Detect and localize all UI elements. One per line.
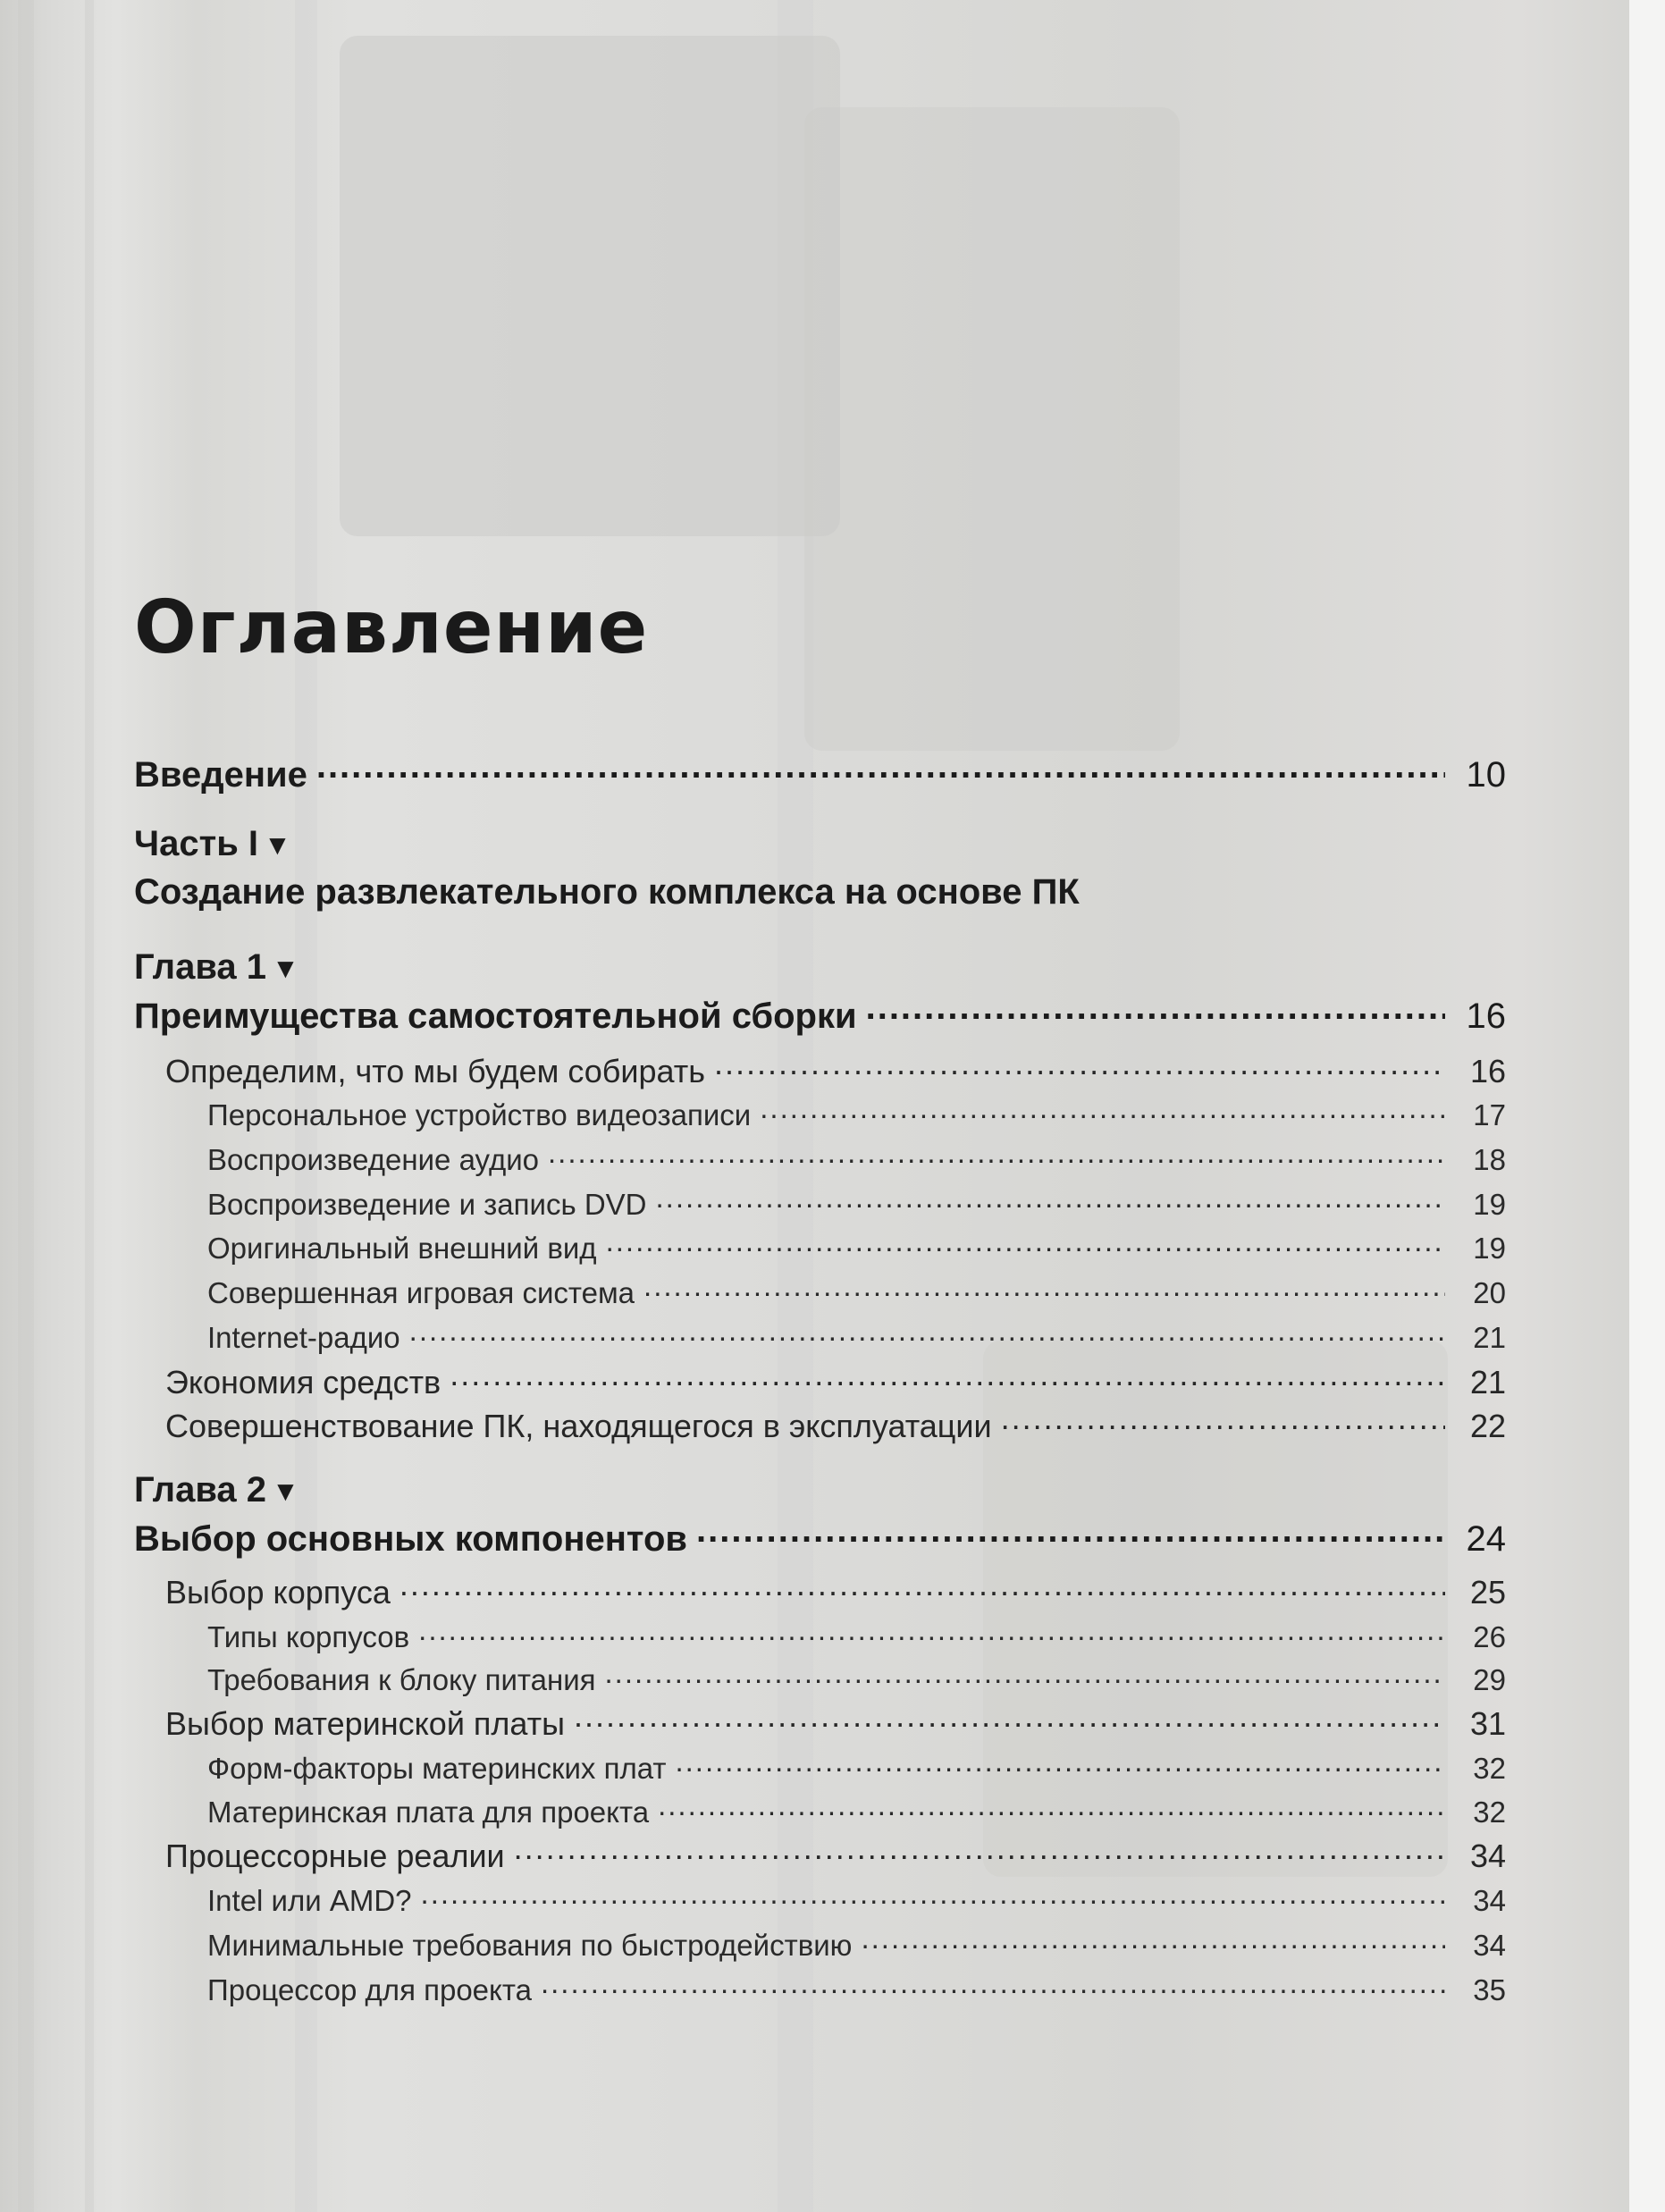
scan-blotch: [804, 107, 1180, 751]
toc-page-number: 16: [1466, 997, 1506, 1036]
dot-leader: [675, 1749, 1445, 1779]
toc-page-number: 18: [1473, 1143, 1506, 1176]
chapter-label: Глава 2: [134, 1470, 267, 1510]
toc-entry-label: Минимальные требования по быстродействию: [207, 1929, 853, 1962]
dot-leader: [866, 992, 1445, 1028]
toc-page-number: 17: [1473, 1098, 1506, 1131]
toc-subsection[interactable]: [207, 1140, 1506, 1177]
toc-subsection[interactable]: [207, 1318, 1506, 1355]
chapter-heading-1: [134, 947, 299, 988]
toc-section[interactable]: [165, 1050, 1506, 1090]
toc-entry-label: Введение: [134, 755, 307, 795]
dot-leader: [1001, 1405, 1445, 1437]
toc-page-number: 29: [1473, 1663, 1506, 1696]
part-label: Часть I: [134, 824, 259, 863]
toc-subsection[interactable]: [207, 1229, 1506, 1266]
toc-entry-label: Преимущества самостоятельной сборки: [134, 997, 857, 1036]
toc-page-number: 24: [1466, 1519, 1506, 1559]
scan-blotch: [340, 36, 840, 536]
toc-subsection[interactable]: [207, 1749, 1506, 1786]
toc-page-number: 34: [1473, 1884, 1506, 1917]
toc-entry-label: Выбор корпуса: [165, 1574, 391, 1611]
triangle-down-icon: ▼: [272, 1476, 299, 1507]
dot-leader: [656, 1185, 1445, 1215]
toc-page-number: 19: [1473, 1232, 1506, 1265]
toc-chapter-2[interactable]: [134, 1515, 1506, 1560]
triangle-down-icon: ▼: [272, 953, 299, 984]
toc-subsection[interactable]: [207, 1096, 1506, 1132]
toc-entry-label: Совершенствование ПК, находящегося в эксплуатации: [165, 1408, 992, 1444]
part-title: Создание развлекательного комплекса на основе ПК: [134, 872, 1080, 912]
toc-page-number: 32: [1473, 1796, 1506, 1829]
dot-leader: [418, 1618, 1445, 1647]
toc-page-number: 34: [1473, 1929, 1506, 1962]
toc-section[interactable]: [165, 1703, 1506, 1743]
dot-leader: [450, 1361, 1445, 1393]
part-heading: [134, 824, 291, 864]
toc-entry-label: Экономия средств: [165, 1364, 441, 1400]
toc-page-number: 20: [1473, 1276, 1506, 1309]
dot-leader: [421, 1881, 1445, 1911]
toc-entry-label: Выбор материнской платы: [165, 1705, 566, 1742]
toc-entry-label: Воспроизведение и запись DVD: [207, 1188, 647, 1221]
scan-streak: [18, 0, 34, 2212]
toc-subsection[interactable]: [207, 1793, 1506, 1829]
toc-entry-label: Процессор для проекта: [207, 1973, 532, 2006]
toc-page-number: 22: [1469, 1408, 1506, 1444]
dot-leader: [606, 1229, 1445, 1258]
toc-section[interactable]: [165, 1361, 1506, 1401]
toc-subsection[interactable]: [207, 1971, 1506, 2007]
toc-entry-label: Internet-радио: [207, 1321, 400, 1354]
dot-leader: [643, 1274, 1445, 1303]
dot-leader: [316, 751, 1445, 786]
toc-entry-label: Процессорные реалии: [165, 1838, 505, 1874]
dot-leader: [514, 1835, 1445, 1867]
toc-entry-label: Intel или AMD?: [207, 1884, 412, 1917]
page-title: Оглавление: [134, 585, 649, 670]
chapter-heading-2: [134, 1470, 299, 1510]
toc-entry-label: Типы корпусов: [207, 1620, 410, 1653]
page-edge: [1629, 0, 1665, 2212]
chapter-label: Глава 1: [134, 947, 267, 987]
toc-page-number: 19: [1473, 1188, 1506, 1221]
toc-page-number: 21: [1473, 1321, 1506, 1354]
dot-leader: [605, 1661, 1445, 1690]
dot-leader: [541, 1971, 1445, 2000]
dot-leader: [696, 1515, 1445, 1551]
toc-section[interactable]: [165, 1405, 1506, 1445]
toc-entry-label: Выбор основных компонентов: [134, 1519, 687, 1559]
toc-section[interactable]: [165, 1835, 1506, 1875]
toc-subsection[interactable]: [207, 1661, 1506, 1697]
dot-leader: [714, 1050, 1445, 1082]
toc-entry-label: Форм-факторы материнских плат: [207, 1752, 667, 1785]
toc-entry-label: Воспроизведение аудио: [207, 1143, 540, 1176]
toc-subsection[interactable]: [207, 1618, 1506, 1654]
toc-page-number: 31: [1469, 1705, 1506, 1742]
toc-subsection[interactable]: [207, 1926, 1506, 1963]
toc-subsection[interactable]: [207, 1185, 1506, 1222]
toc-entry-label: Материнская плата для проекта: [207, 1796, 650, 1829]
toc-entry-label: Персональное устройство видеозаписи: [207, 1098, 752, 1131]
toc-entry-label: Требования к блоку питания: [207, 1663, 596, 1696]
toc-page-number: 25: [1469, 1574, 1506, 1611]
toc-page-number: 16: [1469, 1053, 1506, 1089]
toc-entry-label: Совершенная игровая система: [207, 1276, 635, 1309]
toc-entry-label: Оригинальный внешний вид: [207, 1232, 597, 1265]
toc-entry-label: Определим, что мы будем собирать: [165, 1053, 706, 1089]
dot-leader: [760, 1096, 1445, 1125]
dot-leader: [399, 1571, 1445, 1603]
toc-subsection[interactable]: [207, 1274, 1506, 1310]
toc-page-number: 32: [1473, 1752, 1506, 1785]
toc-section[interactable]: [165, 1571, 1506, 1611]
triangle-down-icon: ▼: [264, 829, 291, 861]
scan-streak: [85, 0, 94, 2212]
toc-page-number: 10: [1466, 755, 1506, 795]
dot-leader: [409, 1318, 1445, 1348]
toc-page-number: 34: [1469, 1838, 1506, 1874]
dot-leader: [658, 1793, 1445, 1822]
toc-entry-intro[interactable]: [134, 751, 1506, 795]
dot-leader: [548, 1140, 1445, 1170]
dot-leader: [574, 1703, 1445, 1735]
toc-page-number: 21: [1469, 1364, 1506, 1400]
toc-chapter-1[interactable]: [134, 992, 1506, 1037]
dot-leader: [861, 1926, 1445, 1955]
toc-page-number: 26: [1473, 1620, 1506, 1653]
toc-page-number: 35: [1473, 1973, 1506, 2006]
toc-subsection[interactable]: [207, 1881, 1506, 1918]
